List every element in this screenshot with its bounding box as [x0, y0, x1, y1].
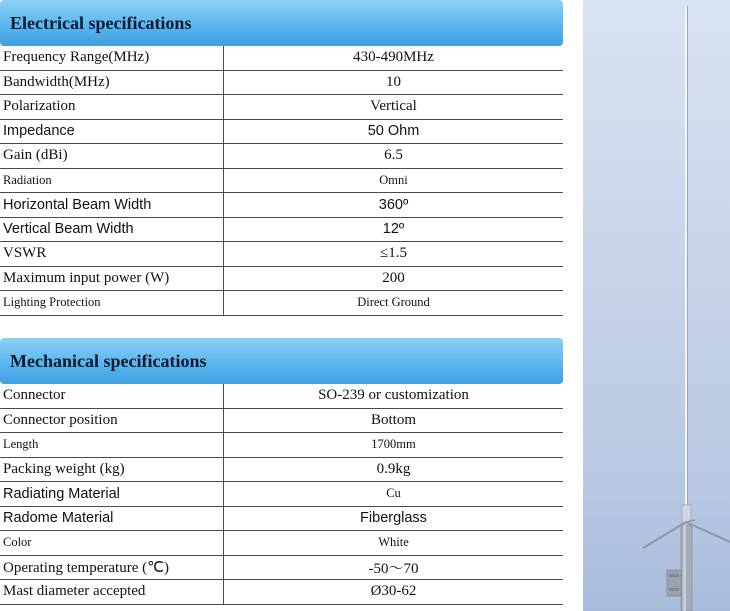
spec-row: [0, 242, 563, 267]
spec-value: Omni: [379, 172, 408, 187]
spec-value: 12º: [382, 221, 405, 238]
spec-value: SO-239 or customization: [318, 387, 469, 404]
spec-label: Packing weight (kg): [0, 458, 224, 482]
spec-value: 10: [386, 73, 401, 90]
spec-value: 200: [382, 269, 405, 286]
spec-label: Color: [0, 531, 224, 555]
spec-row: [0, 291, 563, 316]
spec-value: Cu: [386, 486, 401, 501]
antenna-illustration: [583, 0, 730, 611]
spec-label: Mast diameter accepted: [0, 580, 224, 604]
spec-row: [0, 71, 563, 96]
spec-row: [0, 458, 563, 483]
spec-value: 360º: [378, 196, 409, 213]
electrical-spec-table: [0, 0, 563, 316]
mast-highlight: [683, 525, 686, 611]
spec-value: ≤1.5: [380, 245, 407, 262]
spec-label: Radiating Material: [0, 482, 224, 506]
spec-value: 50 Ohm: [367, 123, 420, 140]
antenna-whip-shadow: [687, 6, 688, 516]
mechanical-spec-table: [0, 338, 563, 605]
spec-label: Connector position: [0, 409, 224, 433]
clamp-bolt: [669, 574, 679, 577]
spec-row: [0, 409, 563, 434]
spec-row: [0, 120, 563, 145]
spec-value: 430-490MHz: [353, 49, 434, 66]
spec-value: White: [378, 535, 409, 550]
spec-label: Vertical Beam Width: [0, 218, 224, 242]
spec-row: [0, 267, 563, 292]
clamp-bolt: [669, 588, 679, 591]
spec-value: Direct Ground: [357, 295, 430, 310]
spec-label: Polarization: [0, 95, 224, 119]
spec-label: Connector: [0, 384, 224, 408]
spec-value: 6.5: [384, 147, 403, 164]
spec-value: Vertical: [370, 98, 417, 115]
spec-label: Operating temperature (℃): [0, 556, 224, 580]
spec-row: [0, 482, 563, 507]
spec-label: Radome Material: [0, 507, 224, 531]
spec-row: [0, 384, 563, 409]
spec-row: [0, 507, 563, 532]
electrical-spec-header: Electrical specifications: [0, 0, 563, 46]
spec-label: Bandwidth(MHz): [0, 71, 224, 95]
spec-row: [0, 169, 563, 194]
spec-row: [0, 95, 563, 120]
spec-row: [0, 144, 563, 169]
spec-value: Ø30-62: [370, 583, 417, 600]
spec-row: [0, 531, 563, 556]
spec-label: Length: [0, 433, 224, 457]
spec-row: [0, 193, 563, 218]
spec-value: Bottom: [370, 411, 416, 428]
mechanical-spec-header: Mechanical specifications: [0, 338, 563, 384]
spec-label: Impedance: [0, 120, 224, 144]
spec-label: Lighting Protection: [0, 291, 224, 315]
spec-row: [0, 580, 563, 605]
mast-clamp: [667, 570, 681, 596]
ground-radial: [643, 522, 686, 548]
spec-value: -50～70: [368, 560, 419, 577]
spec-row: [0, 218, 563, 243]
ground-radial: [686, 522, 730, 542]
spec-value: Fiberglass: [360, 510, 427, 527]
spec-label: Frequency Range(MHz): [0, 46, 224, 70]
spec-label: Gain (dBi): [0, 144, 224, 168]
mast: [681, 525, 692, 611]
spec-label: Horizontal Beam Width: [0, 193, 224, 217]
spec-label: Maximum input power (W): [0, 267, 224, 291]
spec-row: [0, 46, 563, 71]
spec-row: [0, 433, 563, 458]
spec-label: Radiation: [0, 169, 224, 193]
spec-value: 0.9kg: [376, 460, 411, 477]
spec-label: VSWR: [0, 242, 224, 266]
antenna-product-image: [583, 0, 730, 611]
spec-row: [0, 556, 563, 581]
spec-value: 1700mm: [371, 437, 416, 452]
